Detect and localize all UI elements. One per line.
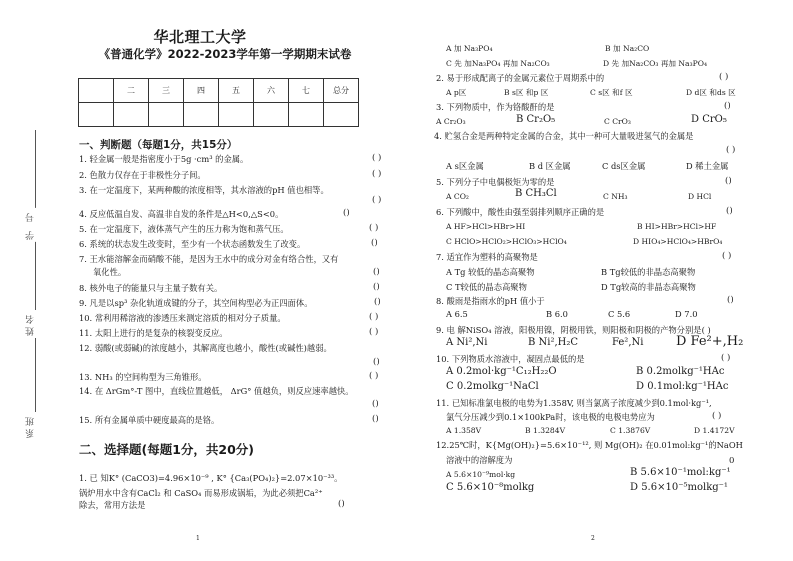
score-table-value-row — [79, 103, 359, 127]
mc-question-8: 8. 酸雨是指雨水的pH 值小于 — [436, 296, 545, 306]
mc1-option-d[interactable]: D 先 加Na₂CO₃ 再加 Na₃PO₄ — [603, 59, 708, 68]
tf-answer-6[interactable]: () — [371, 238, 378, 248]
mc7-option-c[interactable]: C T较低的晶态高聚物 — [446, 282, 527, 292]
tf-answer-2[interactable]: ( ) — [372, 169, 382, 179]
tf-question-2: 2. 色散力仅存在于非极性分子间。 — [79, 170, 206, 180]
tf-answer-4[interactable]: () — [343, 208, 350, 218]
mc-answer-12[interactable]: 0 — [729, 456, 735, 466]
tf-answer-9[interactable]: () — [374, 297, 381, 307]
mc9-option-a[interactable]: A Ni²,Ni — [446, 337, 488, 348]
mc4-option-d[interactable]: D 稀土金属 — [686, 161, 729, 171]
score-value-cell — [324, 103, 359, 127]
mc8-option-c[interactable]: C 5.6 — [608, 309, 631, 319]
score-value-cell — [289, 103, 324, 127]
mc-question-11-line1: 11. 已知标准氯电极的电势为1.358V, 则当氯离子浓度减少到0.1mol·kg⁻¹, — [436, 398, 712, 408]
mc12-option-c[interactable]: C 5.6×10⁻⁸molkg — [446, 482, 535, 493]
mc1-option-a[interactable]: A 加 Na₃PO₄ — [446, 44, 493, 53]
score-header-cell: 五 — [219, 79, 254, 103]
mc11-option-c[interactable]: C 1.3876V — [610, 426, 651, 435]
mc4-option-a[interactable]: A s区金属 — [446, 161, 484, 171]
score-value-cell — [79, 103, 114, 127]
section1-title: 一、判断题（每题1分，共15分） — [79, 139, 238, 151]
mc-answer-8[interactable]: () — [727, 295, 734, 305]
tf-question-5: 5. 在一定温度下，液体蒸气产生的压力称为饱和蒸气压。 — [79, 224, 289, 234]
mc1-option-c[interactable]: C 先 加Na₃PO₄ 再加 Na₂CO₃ — [446, 59, 550, 68]
mc10-option-a[interactable]: A 0.2mol·kg⁻¹C₁₂H₂₂O — [446, 366, 557, 377]
tf-answer-1[interactable]: ( ) — [372, 153, 382, 163]
page-number-right: 2 — [591, 535, 595, 542]
mc6-option-d[interactable]: D HIO₄>HClO₄>HBrO₄ — [633, 237, 723, 246]
mc-question-6: 6. 下列酸中，酸性由强至弱排列顺序正确的是 — [436, 207, 605, 217]
mc-question-12-line1: 12.25℃时，K{Mg(OH)₂}=5.6×10⁻¹², 则 Mg(OH)₂ 在0.01mol:kg⁻¹的NaOH — [436, 440, 743, 450]
mc7-option-b[interactable]: B Tg较低的非晶态高聚物 — [601, 267, 696, 277]
mc11-option-a[interactable]: A 1.358V — [446, 426, 482, 435]
mc2-option-d[interactable]: D d区 和ds 区 — [686, 88, 736, 97]
mc12-option-b[interactable]: B 5.6×10⁻¹mol:kg⁻¹ — [630, 467, 731, 478]
mc1-option-b[interactable]: B 加 Na₂CO — [605, 44, 650, 53]
tf-answer-13[interactable]: ( ) — [369, 371, 379, 381]
mc-answer-5[interactable]: () — [725, 176, 732, 186]
mc8-option-d[interactable]: D 7.0 — [675, 309, 698, 319]
tf-question-1: 1. 轻金属一般是指密度小于5g ·cm³ 的金属。 — [79, 154, 249, 164]
mc-question-3: 3. 下列物质中，作为铬酸酐的是 — [436, 102, 555, 112]
mc8-option-a[interactable]: A 6.5 — [446, 309, 468, 319]
mc10-option-c[interactable]: C 0.2molkg⁻¹NaCl — [446, 381, 539, 392]
mc-question-4: 4. 贮氢合金是两种特定金属的合金，其中一种可大量吸进氢气的金属是 — [434, 131, 694, 141]
mc10-option-d[interactable]: D 0.1mol:kg⁻¹HAc — [636, 381, 729, 392]
mc-question-12-line2: 溶液中的溶解度为 — [446, 455, 513, 465]
score-header-cell: 四 — [184, 79, 219, 103]
mc-question-1-line3: 除去，常用方法是 — [79, 500, 146, 510]
mc5-option-c[interactable]: C NH₃ — [603, 192, 628, 201]
mc11-option-b[interactable]: B 1.3284V — [525, 426, 566, 435]
score-header-cell: 总分 — [324, 79, 359, 103]
mc7-option-a[interactable]: A Tg 较低的晶态高聚物 — [446, 267, 535, 277]
tf-answer-8[interactable]: () — [373, 282, 380, 292]
tf-answer-11[interactable]: ( ) — [369, 327, 379, 337]
binding-line — [35, 130, 36, 435]
tf-answer-10[interactable]: ( ) — [369, 312, 379, 322]
mc3-option-c[interactable]: C CrO₃ — [604, 117, 631, 126]
mc11-option-d[interactable]: D 1.4172V — [694, 426, 735, 435]
mc-question-9: 9. 电 解NiSO₄ 溶液，阳极用镍，阴极用铁，则阳极和阴极的产物分别是( ) — [436, 325, 711, 335]
exam-title: 《普通化学》2022-2023学年第一学期期末试卷 — [98, 47, 352, 61]
mc5-option-d[interactable]: D HCl — [688, 192, 712, 201]
tf-answer-12[interactable]: () — [373, 357, 380, 367]
mc12-option-a[interactable]: A 5.6×10⁻⁹mol·kg — [446, 470, 516, 479]
mc5-option-a[interactable]: A CO₂ — [446, 192, 469, 201]
tf-question-7: 7. 王水能溶解金而硝酸不能，是因为王水中的成分对金有络合性，又有 — [79, 254, 339, 264]
mc-answer-11[interactable]: ( ) — [712, 411, 722, 421]
tf-answer-15[interactable]: () — [372, 414, 379, 424]
tf-question-3: 3. 在一定温度下，某两种酸的浓度相等，其水溶液的pH 值也相等。 — [79, 185, 329, 195]
score-value-cell — [254, 103, 289, 127]
mc9-option-d[interactable]: D Fe²+,H₂ — [676, 334, 744, 349]
mc5-option-b[interactable]: B CH₃Cl — [515, 188, 557, 199]
score-value-cell — [149, 103, 184, 127]
tf-question-8: 8. 核外电子的能量只与主量子数有关。 — [79, 283, 223, 293]
mc4-option-b[interactable]: B d 区金属 — [529, 161, 571, 171]
class-label: 系班 — [26, 414, 36, 438]
mc-question-1-line1: 1. 已 知K° (CaCO3)=4.96×10⁻⁹ , K° {Ca₃(PO₄)₂}=2.07×10⁻³³。 — [79, 473, 343, 483]
mc-answer-4[interactable]: ( ) — [726, 145, 736, 155]
score-header-cell: 二 — [114, 79, 149, 103]
mc9-option-b[interactable]: B Ni²,H₂C — [528, 337, 579, 348]
mc3-option-d[interactable]: D CrO₅ — [691, 114, 727, 125]
mc-question-11-line2: 氯气分压减少到0.1×100kPa时，该电极的电极电势应为 — [446, 412, 655, 422]
score-table-header-row — [79, 79, 359, 103]
section2-title: 二、选择题(每题1分，共20分) — [79, 442, 255, 457]
mc-answer-10[interactable]: ( ) — [721, 353, 731, 363]
mc3-option-a[interactable]: A Cr₂O₃ — [436, 117, 466, 126]
name-label: 姓名 — [26, 312, 36, 336]
mc2-option-b[interactable]: B s区 和p 区 — [504, 88, 549, 97]
tf-question-6: 6. 系统的状态发生改变时，至少有一个状态函数发生了改变。 — [79, 239, 306, 249]
mc-question-7: 7. 适宜作为塑料的高聚物是 — [436, 252, 538, 262]
mc8-option-b[interactable]: B 6.0 — [546, 309, 568, 319]
mc-question-10: 10. 下列物质水溶液中，凝固点最低的是 — [436, 354, 585, 364]
student-id-label: 学 号 — [26, 210, 36, 240]
university-title: 华北理工大学 — [153, 28, 247, 46]
tf-question-14: 14. 在 ΔrGm°-T 图中，直线位置越低， ΔrG° 值越负，则反应速率越快。 — [79, 386, 354, 396]
mc3-option-b[interactable]: B Cr₂O₅ — [516, 114, 556, 125]
mc10-option-b[interactable]: B 0.2molkg⁻¹HAc — [636, 366, 725, 377]
score-header-cell: 七 — [289, 79, 324, 103]
mc12-option-d[interactable]: D 5.6×10⁻⁵molkg⁻¹ — [630, 482, 728, 493]
mc-answer-6[interactable]: () — [726, 206, 733, 216]
tf-answer-14[interactable]: () — [372, 399, 379, 409]
tf-question-15: 15. 所有金属单质中硬度最高的是铬。 — [79, 415, 220, 425]
tf-question-11: 11. 太阳上进行的是复杂的核裂变反应。 — [79, 328, 228, 338]
score-table — [78, 78, 359, 127]
tf-question-10: 10. 常利用稀溶液的渗透压来测定溶质的相对分子质量。 — [79, 313, 286, 323]
mc7-option-d[interactable]: D Tg较高的非晶态高聚物 — [601, 282, 696, 292]
mc-answer-3[interactable]: () — [724, 101, 731, 111]
tf-question-4: 4. 反应低温自发、高温非自发的条件是△H<0,△S<0。 — [79, 209, 284, 219]
score-value-cell — [219, 103, 254, 127]
tf-answer-7[interactable]: () — [373, 267, 380, 277]
mc-answer-7[interactable]: ( ) — [722, 251, 732, 261]
score-header-cell: 三 — [149, 79, 184, 103]
mc4-option-c[interactable]: C ds区金属 — [602, 161, 646, 171]
mc6-option-b[interactable]: B HI>HBr>HCl>HF — [637, 222, 717, 231]
tf-question-7-cont: 氧化性。 — [93, 267, 127, 277]
mc2-option-c[interactable]: C s区 和f 区 — [590, 88, 633, 97]
tf-question-13: 13. NH₃ 的空间构型为三角锥形。 — [79, 372, 207, 382]
score-header-cell — [79, 79, 114, 103]
score-value-cell — [114, 103, 149, 127]
tf-question-9: 9. 凡是以sp³ 杂化轨道成键的分子，其空间构型必为正四面体。 — [79, 298, 313, 308]
tf-answer-5[interactable]: ( ) — [369, 223, 379, 233]
mc-question-1-line2: 锅炉用水中含有CaCl₂ 和 CaSO₄ 而易形成锅垢，为此必须把Ca²⁺ — [79, 488, 323, 498]
tf-question-12: 12. 弱酸(或弱碱)的浓度越小，其解离度也越小，酸性(或碱性)越弱。 — [79, 343, 332, 353]
mc6-option-a[interactable]: A HF>HCl>HBr>HI — [446, 222, 526, 231]
mc-question-5: 5. 下列分子中电偶极矩为零的是 — [436, 177, 555, 187]
tf-answer-3[interactable]: ( ) — [372, 195, 382, 205]
mc2-option-a[interactable]: A p区 — [446, 88, 467, 97]
page-number-left: 1 — [196, 535, 200, 542]
score-header-cell: 六 — [254, 79, 289, 103]
mc-answer-2[interactable]: ( ) — [719, 72, 729, 82]
mc-answer-1[interactable]: () — [338, 499, 345, 509]
mc-question-2: 2. 易于形成配离子的金属元素位于周期系中的 — [436, 73, 605, 83]
score-value-cell — [184, 103, 219, 127]
mc6-option-c[interactable]: C HClO>HClO₂>HClO₃>HClO₄ — [446, 237, 567, 246]
mc9-option-c[interactable]: Fe²,Ni — [612, 337, 644, 348]
